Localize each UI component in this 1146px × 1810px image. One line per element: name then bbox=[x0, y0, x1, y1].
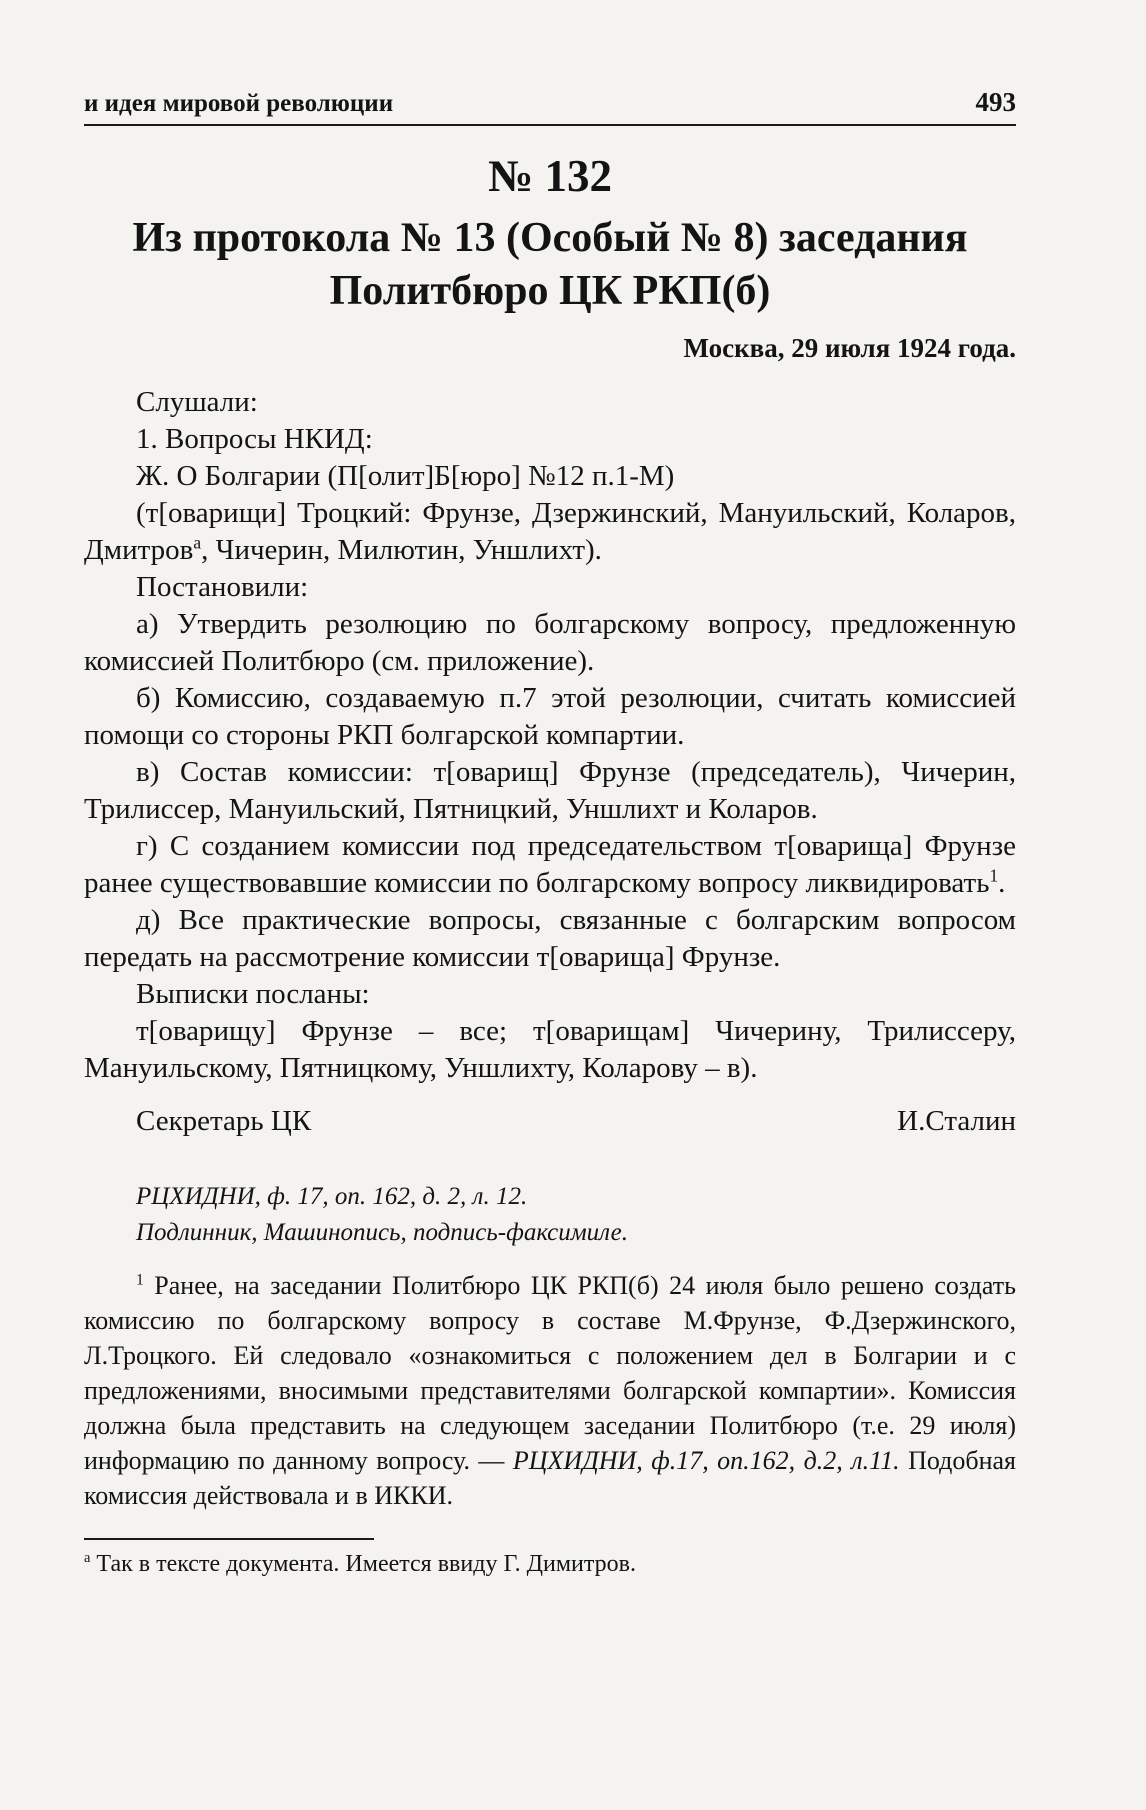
speakers-list bbox=[84, 495, 1016, 569]
agenda-item: 1. Вопросы НКИД: bbox=[136, 423, 373, 455]
resolution-g bbox=[84, 828, 1016, 902]
resolution-g-tail: . bbox=[998, 867, 1006, 899]
footnote bbox=[84, 1268, 1016, 1513]
editorial-note-text: Так в тексте документа. Имеется ввиду Г. Димитров. bbox=[90, 1551, 636, 1577]
document-number: № 132 bbox=[488, 151, 612, 201]
editorial-note-mark: а bbox=[193, 532, 202, 553]
footnote-mark: 1 bbox=[989, 865, 999, 886]
resolution-a: а) Утвердить резолюцию по болгарскому вопросу, предложенную комиссией Политбюро (см. приложение). bbox=[84, 608, 1016, 677]
running-head-title: и идея мировой революции bbox=[84, 90, 394, 117]
running-head bbox=[84, 88, 1016, 126]
footnote-paragraph bbox=[84, 1268, 1016, 1513]
archive-ref: РЦХИДНИ, ф. 17, оп. 162, д. 2, л. 12. bbox=[136, 1183, 528, 1210]
signature-name: И.Сталин bbox=[897, 1105, 1016, 1137]
resolution-c: в) Состав комиссии: т[оварищ] Фрунзе (председатель), Чичерин, Трилиссер, Мануильский, Пятницкий, Уншлихт и Коларов. bbox=[84, 756, 1016, 825]
document-title: Из протокола № 13 (Особый № 8) заседания Политбюро ЦК РКП(б) bbox=[132, 215, 968, 314]
extracts-label: Выписки посланы: bbox=[136, 978, 370, 1010]
heard-label: Слушали: bbox=[136, 386, 258, 418]
speakers-text-tail: , Чичерин, Милютин, Уншлихт). bbox=[201, 534, 602, 566]
resolution-b: б) Комиссию, создаваемую п.7 этой резолюции, считать комиссией помощи со стороны РКП болгарской компартии. bbox=[84, 682, 1016, 751]
resolution-g-text: г) С созданием комиссии под председательством т[оварища] Фрунзе ранее существовавшие комиссии по болгарскому вопросу ликвидировать bbox=[84, 830, 1016, 899]
protocol-body bbox=[84, 384, 1016, 1140]
editorial-note-letter: а bbox=[84, 1550, 91, 1566]
footnote-text: Ранее, на заседании Политбюро ЦК РКП(б) 24 июля было решено создать комиссию по болгарскому вопросу в составе М.Фрунзе, Ф.Дзержинского, Л.Троцкого. Ей следовало «ознакомиться с положением дел в Болгарии и с предложениями, вносимыми представителями болгарской компартии». Комиссия должна была представить на следующем заседании Политбюро (т.е. 29 июля) информацию по данному вопросу. — bbox=[84, 1271, 1016, 1475]
speakers-text: (т[оварищи] Троцкий: Фрунзе, Дзержинский, Мануильский, Коларов, Дмитров bbox=[84, 497, 1016, 566]
signature-row bbox=[84, 1103, 1016, 1140]
signature-title: Секретарь ЦК bbox=[136, 1105, 312, 1137]
resolution-d: д) Все практические вопросы, связанные с болгарским вопросом передать на рассмотрение комиссии т[оварища] Фрунзе. bbox=[84, 904, 1016, 973]
editorial-note bbox=[84, 1548, 636, 1580]
place-date: Москва, 29 июля 1924 года. bbox=[683, 333, 1016, 363]
agenda-subitem: Ж. О Болгарии (П[олит]Б[юро] №12 п.1-М) bbox=[136, 460, 675, 492]
extracts-recipients: т[оварищу] Фрунзе – все; т[оварищам] Чичерину, Трилиссеру, Мануильскому, Пятницкому, Уншлихту, Коларову – в). bbox=[84, 1015, 1016, 1084]
resolved-label: Постановили: bbox=[136, 571, 309, 603]
archive-reference bbox=[136, 1179, 628, 1251]
footnote-source: РЦХИДНИ, ф.17, оп.162, д.2, л.11. bbox=[512, 1446, 900, 1475]
archive-type: Подлинник, Машинопись, подпись-факсимиле. bbox=[136, 1219, 629, 1246]
page-number: 493 bbox=[975, 87, 1016, 117]
footnote-text-tail: Подобная комиссия действовала и в ИККИ. bbox=[84, 1446, 1016, 1510]
footnote-divider bbox=[84, 1538, 374, 1540]
footnote-number: 1 bbox=[136, 1271, 144, 1289]
